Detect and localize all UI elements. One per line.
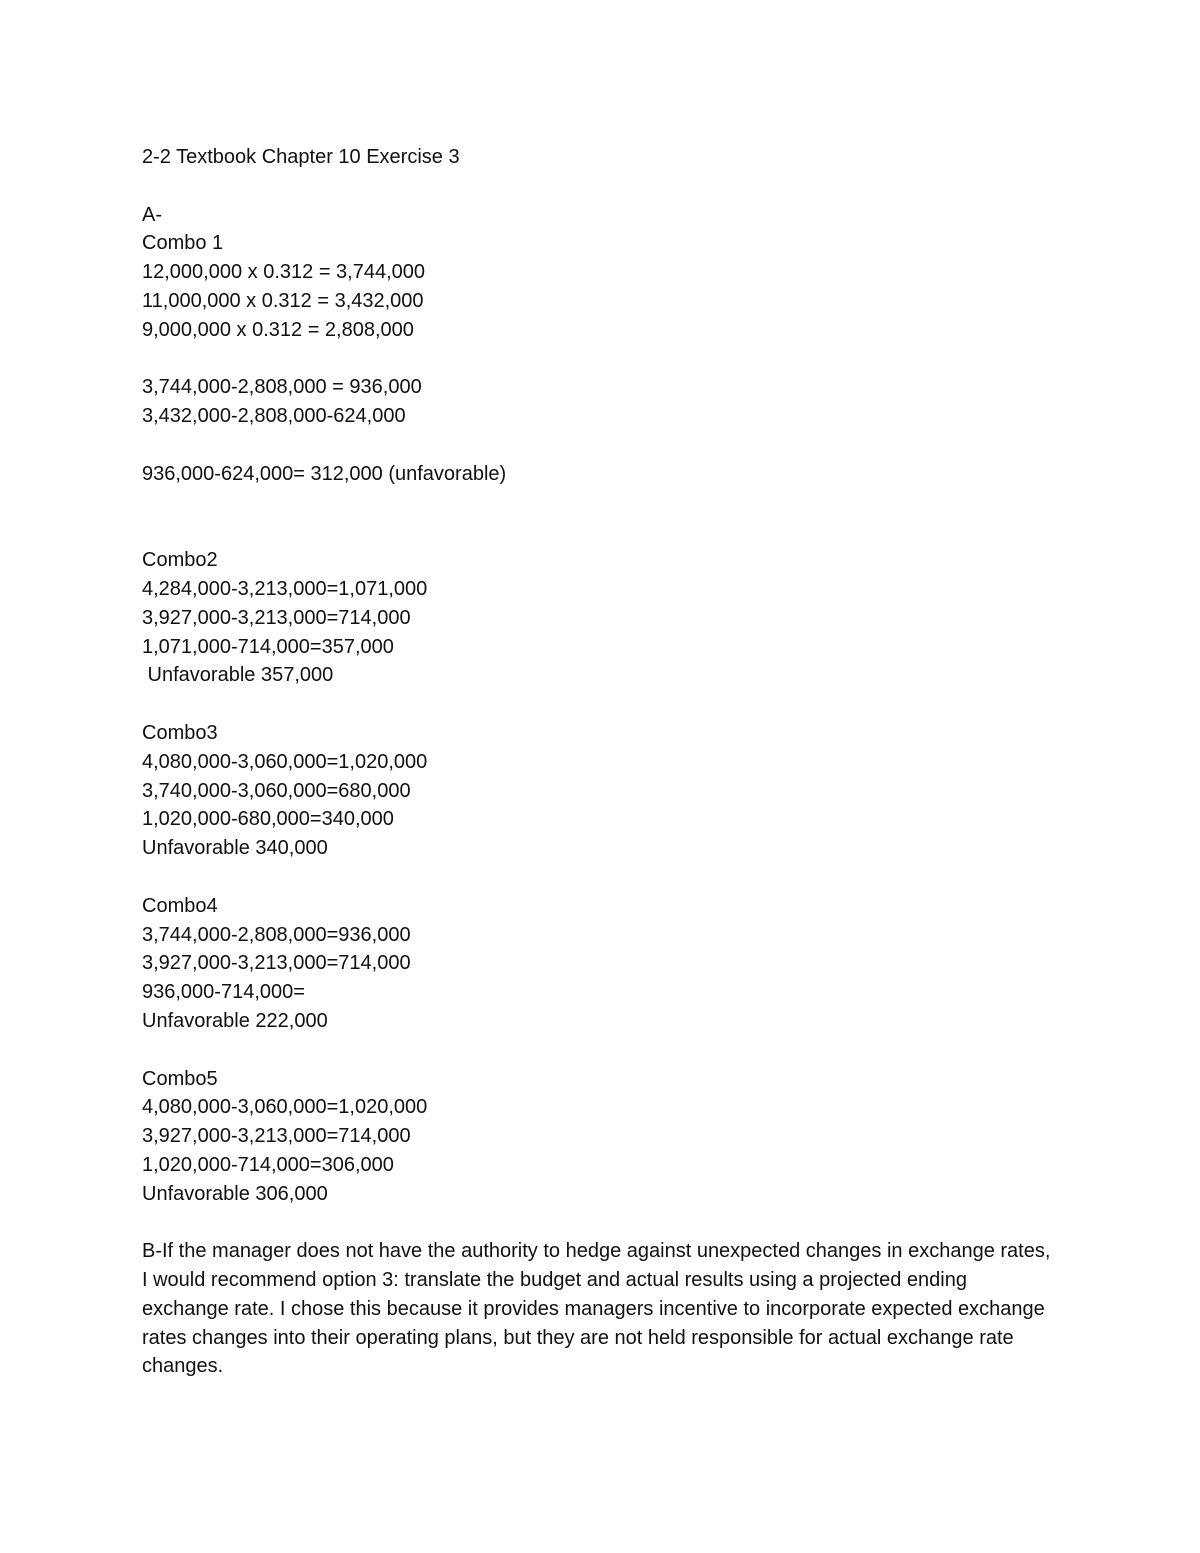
combo5-line-1: 4,080,000-3,060,000=1,020,000	[142, 1096, 428, 1119]
combo2-section	[142, 546, 1082, 690]
combo1-line-3: 9,000,000 x 0.312 = 2,808,000	[142, 318, 414, 341]
blank-lines	[142, 489, 1082, 547]
combo2-line-4: Unfavorable 357,000	[142, 664, 334, 687]
combo4-line-3: 936,000-714,000=	[142, 981, 305, 1004]
combo5-line-3: 1,020,000-714,000=306,000	[142, 1153, 394, 1176]
blank-line	[142, 1208, 1082, 1237]
combo5-section	[142, 1065, 1082, 1209]
combo4-line-4: Unfavorable 222,000	[142, 1009, 328, 1032]
part-a-label: A-	[142, 203, 162, 226]
combo2-line-2: 3,927,000-3,213,000=714,000	[142, 606, 411, 629]
combo5-line-2: 3,927,000-3,213,000=714,000	[142, 1125, 411, 1148]
combo3-line-1: 4,080,000-3,060,000=1,020,000	[142, 750, 428, 773]
combo5-heading: Combo5	[142, 1067, 218, 1090]
blank-line	[142, 345, 1082, 374]
part-b-paragraph: B-If the manager does not have the authority to hedge against unexpected changes in exchange rates, I would recommend option 3: translate the budget and actual results using a projected ending exchange rate. I chose this because it provides managers incentive to incorporate expected exchange rates changes into their operating plans, but they are not held responsible for actual exchange rate changes.	[142, 1240, 1051, 1378]
combo3-section	[142, 719, 1082, 863]
combo4-heading: Combo4	[142, 894, 218, 917]
combo4-section	[142, 892, 1082, 1036]
blank-line	[142, 1036, 1082, 1065]
combo3-line-4: Unfavorable 340,000	[142, 837, 328, 860]
combo5-line-4: Unfavorable 306,000	[142, 1182, 328, 1205]
combo4-line-1: 3,744,000-2,808,000=936,000	[142, 923, 411, 946]
document-title: 2-2 Textbook Chapter 10 Exercise 3	[142, 146, 460, 168]
blank-line	[142, 690, 1082, 719]
combo1-result: 936,000-624,000= 312,000 (unfavorable)	[142, 462, 507, 485]
document-body	[142, 143, 1082, 1381]
combo4-line-2: 3,927,000-3,213,000=714,000	[142, 952, 411, 975]
combo1-section	[142, 229, 1082, 488]
blank-line	[142, 863, 1082, 892]
blank-line	[142, 172, 1082, 201]
combo2-line-1: 4,284,000-3,213,000=1,071,000	[142, 577, 428, 600]
combo1-line-1: 12,000,000 x 0.312 = 3,744,000	[142, 261, 426, 284]
combo3-line-2: 3,740,000-3,060,000=680,000	[142, 779, 411, 802]
combo1-diff-2: 3,432,000-2,808,000-624,000	[142, 405, 406, 428]
combo3-heading: Combo3	[142, 721, 218, 744]
combo1-heading: Combo 1	[142, 232, 224, 255]
combo3-line-3: 1,020,000-680,000=340,000	[142, 808, 394, 831]
combo1-diff-1: 3,744,000-2,808,000 = 936,000	[142, 376, 422, 399]
combo2-line-3: 1,071,000-714,000=357,000	[142, 635, 394, 658]
blank-line	[142, 431, 1082, 460]
combo1-line-2: 11,000,000 x 0.312 = 3,432,000	[142, 289, 424, 312]
combo2-heading: Combo2	[142, 549, 218, 572]
